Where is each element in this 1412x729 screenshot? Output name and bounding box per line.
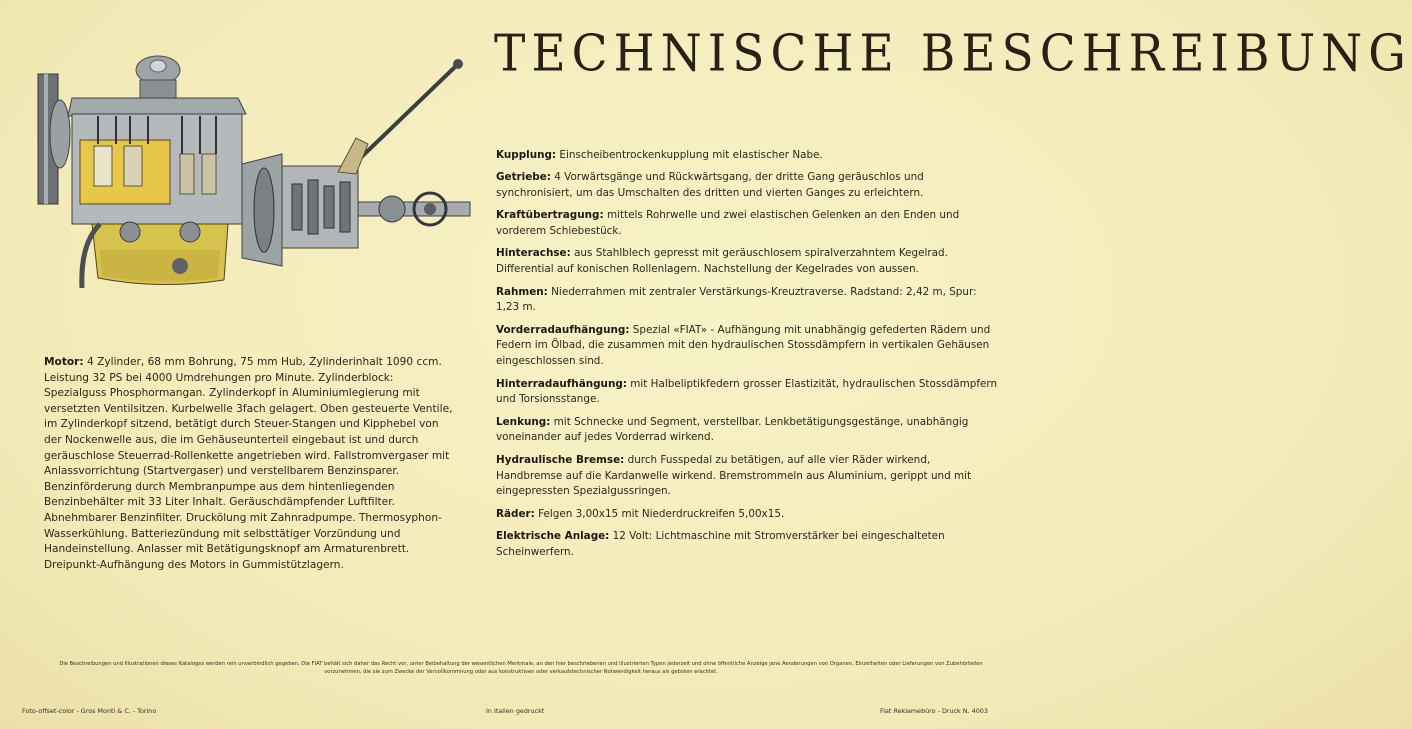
spec-label: Getriebe:: [496, 171, 551, 184]
spec-kraftuebertragung: [496, 208, 999, 240]
spec-label: Hinterradaufhängung:: [496, 377, 627, 390]
spec-text: mit Halbeliptikfedern grosser Elastizität, hydraulischen Stossdämpfern und Torsionsstange.: [496, 377, 998, 406]
spec-label: Rahmen:: [496, 285, 548, 298]
spec-text: Spezial «FIAT» - Aufhängung mit unabhängig gefederten Rädern und Federn im Ölbad, die zusammen mit den hydraulischen Stossdämpfern in vertikalen Gehäusen eingeschlossen sind.: [496, 323, 991, 368]
page-title: TECHNISCHE BESCHREIBUNG: [494, 24, 1412, 84]
spec-text: Einscheibentrockenkupplung mit elastischer Nabe.: [559, 149, 823, 161]
disclaimer-fineprint: Die Beschreibungen und Illustrationen dieses Kataloges werden rein unverbindlich gegeben. Die FIAT behält sich daher das Recht vor, unter Beibehaltung der wesentlichen Merkmale, an den hier beschriebenen und illustrierten Typen jederzeit und ohne öffentliche Anzeige jene Aenderungen von Organen, Einzelheiten oder Lieferungen von Zubehörteilen vorzunehmen, die sie zum Zwecke der Vervollkommnung oder aus konstruktiven oder verkaufstechnischer Notwendigkeit heraus als geboten erachtet.: [59, 661, 983, 675]
spec-label: Hydraulische Bremse:: [496, 453, 625, 466]
footer-printer: Foto-offset-color - Gros Monti & C. - Torino: [22, 707, 157, 715]
spec-label: Lenkung:: [496, 415, 551, 428]
motor-text: 4 Zylinder, 68 mm Bohrung, 75 mm Hub, Zylinderinhalt 1090 ccm. Leistung 32 PS bei 4000 Umdrehungen pro Minute. Zylinderblock: Spezialguss Phosphormangan. Zylinderkopf in Aluminiumlegierung mit versetzten Ventilsitzen. Kurbelwelle 3fach gelagert. Oben gesteuerte Ventile, im Zylinderkopf sitzend, betätigt durch Steuer-Stangen und Kipphebel von der Nockenwelle aus, die im Gehäuseunterteil eingebaut ist und durch geräuschlose Steuerrad-Rollenkette angetrieben wird. Fallstromvergaser mit Anlassvorrichtung (Startvergaser) und verstellbarem Benzinsparer. Benzinförderung durch Membranpumpe aus dem hintenliegenden Benzinbehälter mit 33 Liter Inhalt. Geräuschdämpfender Luftfilter. Abnehmbarer Benzinfilter. Druckölung mit Zahnradpumpe. Thermosyphon-Wasserkühlung. Batteriezündung mit selbsttätiger Vorzündung und Handeinstellung. Anlasser mit Betätigungsknopf am Armaturenbrett. Dreipunkt-Aufhängung des Motors in Gummistützlagern.: [44, 356, 453, 571]
spec-text: mit Schnecke und Segment, verstellbar. Lenkbetätigungsgestänge, unabhängig voneinander auf jedes Vorderrad wirkend.: [496, 415, 969, 444]
spec-rahmen: [496, 285, 999, 317]
spec-list: [496, 148, 999, 567]
footer-printed-in: In Italien gedruckt: [486, 707, 545, 715]
spec-text: mittels Rohrwelle und zwei elastischen Gelenken an den Enden und vorderem Schiebestück.: [496, 209, 960, 238]
spec-hinterachse: [496, 246, 999, 278]
spec-label: Räder:: [496, 507, 535, 520]
spec-label: Elektrische Anlage:: [496, 529, 610, 542]
spec-label: Vorderradaufhängung:: [496, 323, 630, 336]
spec-raeder: [496, 507, 999, 523]
motor-spec: [44, 355, 458, 573]
spec-text: Felgen 3,00x15 mit Niederdruckreifen 5,00x15.: [538, 507, 785, 520]
spec-text: aus Stahlblech gepresst mit geräuschlosem spiralverzahntem Kegelrad. Differential auf konischen Rollenlagern. Nachstellung der Kegelrades von aussen.: [496, 247, 948, 276]
spec-text: 4 Vorwärtsgänge und Rückwärtsgang, der dritte Gang geräuschlos und synchronisiert, um das Umschalten des dritten und vierten Ganges zu erleichtern.: [496, 171, 924, 200]
spec-kupplung: [496, 148, 999, 164]
spec-label: Kupplung:: [496, 149, 557, 161]
footer-print-number: Fiat Reklamebüro - Druck N. 4003: [880, 707, 988, 715]
spec-label: Hinterachse:: [496, 247, 571, 260]
motor-label: Motor:: [44, 356, 84, 368]
spec-text: 12 Volt: Lichtmaschine mit Stromverstärker bei eingeschalteten Scheinwerfern.: [496, 529, 945, 558]
spec-hydraulische-bremse: [496, 453, 999, 500]
spec-lenkung: [496, 415, 999, 447]
spec-vorderradaufhaengung: [496, 323, 999, 370]
spec-text: Niederrahmen mit zentraler Verstärkungs-Kreuztraverse. Radstand: 2,42 m, Spur: 1,23 m.: [496, 285, 977, 314]
spec-text: durch Fusspedal zu betätigen, auf alle vier Räder wirkend, Handbremse auf die Kardanwelle wirkend. Bremstrommeln aus Aluminium, gerippt und mit eingepressten Spezialgussringen.: [496, 453, 972, 498]
spec-elektrische-anlage: [496, 529, 999, 561]
spec-getriebe: [496, 170, 999, 202]
engine-cutaway-illustration: [20, 54, 480, 304]
spec-hinterradaufhaengung: [496, 377, 999, 409]
spec-label: Kraftübertragung:: [496, 209, 604, 222]
